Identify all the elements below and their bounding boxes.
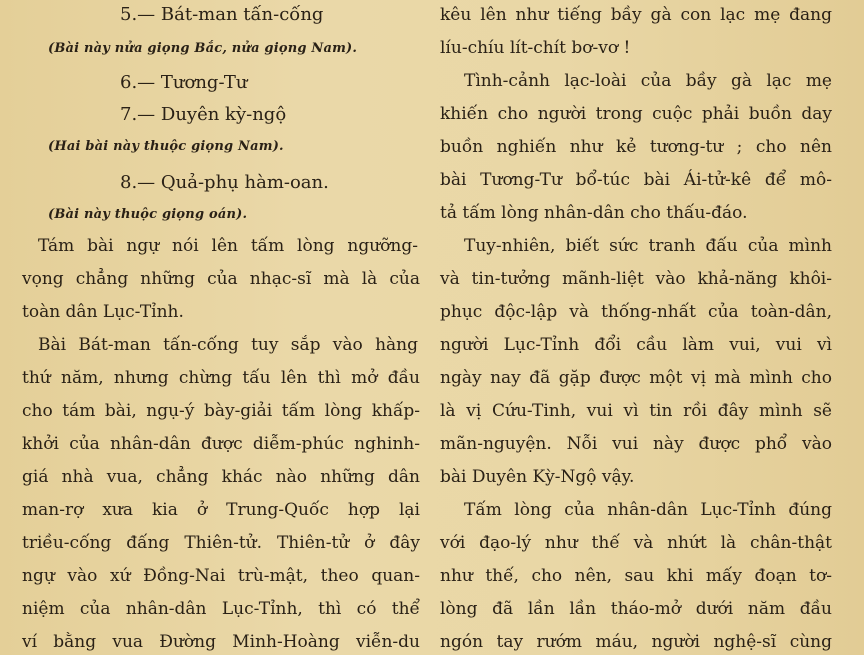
paragraph-line: và tin-tưởng mãnh-liệt vào khả-năng khôi-: [440, 269, 832, 289]
paragraph-line: ngự vào xứ Đồng-Nai trù-mật, theo quan-: [22, 566, 420, 586]
paragraph-line: Tấm lòng của nhân-dân Lục-Tỉnh đúng: [464, 500, 832, 520]
paragraph-line: người Lục-Tỉnh đổi cầu làm vui, vui vì: [440, 335, 832, 355]
paragraph-line: giá nhà vua, chẳng khác nào những dân: [22, 467, 420, 487]
paragraph-line: là vị Cứu-Tinh, vui vì tin rồi đây mình sẽ: [440, 401, 832, 421]
paragraph-line: ví bằng vua Đường Minh-Hoàng viễn-du: [22, 632, 420, 652]
paragraph-line: phục độc-lập và thống-nhất của toàn-dân,: [440, 302, 832, 322]
song-note: (Bài này thuộc giọng oán).: [48, 207, 248, 222]
paragraph-line: ngón tay rướm máu, người nghệ-sĩ cùng: [440, 632, 832, 652]
paragraph-line: bài Duyên Kỳ-Ngộ vậy.: [440, 467, 635, 487]
paragraph-line: như thế, cho nên, sau khi mấy đoạn tơ-: [440, 566, 832, 586]
paragraph-line: lòng đã lần lần tháo-mở dưới năm đầu: [440, 599, 832, 619]
paragraph-line: niệm của nhân-dân Lục-Tỉnh, thì có thể: [22, 599, 420, 619]
paragraph-line: bài Tương-Tư bổ-túc bài Ái-tử-kê để mô-: [440, 170, 832, 190]
paragraph-line: líu-chíu lít-chít bơ-vơ !: [440, 38, 631, 58]
paragraph-line: man-rợ xưa kia ở Trung-Quốc hợp lại: [22, 500, 420, 520]
paragraph-line: Tuy-nhiên, biết sức tranh đấu của mình: [464, 236, 832, 256]
song-item-8: 8.— Quả-phụ hàm-oan.: [120, 172, 329, 193]
paragraph-line: vọng chẳng những của nhạc-sĩ mà là của: [22, 269, 420, 289]
paragraph-line: khởi của nhân-dân được diễm-phúc nghinh-: [22, 434, 420, 454]
song-item-6: 6.— Tương-Tư: [120, 72, 248, 93]
paragraph-line: kêu lên như tiếng bầy gà con lạc mẹ đang: [440, 5, 832, 25]
paragraph-line: tả tấm lòng nhân-dân cho thấu-đáo.: [440, 203, 748, 223]
song-item-7: 7.— Duyên kỳ-ngộ: [120, 104, 287, 125]
paragraph-line: khiến cho người trong cuộc phải buồn day: [440, 104, 832, 124]
song-note: (Hai bài này thuộc giọng Nam).: [48, 139, 284, 154]
paragraph-line: triều-cống đấng Thiên-tử. Thiên-tử ở đây: [22, 533, 420, 553]
paragraph-line: mãn-nguyện. Nỗi vui này được phổ vào: [440, 434, 832, 454]
paragraph-line: thứ năm, nhưng chừng tấu lên thì mở đầu: [22, 368, 420, 388]
paragraph-line: với đạo-lý như thế và nhứt là chân-thật: [440, 533, 832, 553]
paragraph-line: Tình-cảnh lạc-loài của bầy gà lạc mẹ: [464, 71, 832, 91]
paragraph-line: ngày nay đã gặp được một vị mà mình cho: [440, 368, 832, 388]
paragraph-line: Bài Bát-man tấn-cống tuy sắp vào hàng: [38, 335, 418, 355]
paragraph-line: Tám bài ngự nói lên tấm lòng ngưỡng-: [38, 236, 418, 256]
song-note: (Bài này nửa giọng Bắc, nửa giọng Nam).: [48, 41, 358, 56]
song-item-5: 5.— Bát-man tấn-cống: [120, 4, 324, 25]
paragraph-line: cho tám bài, ngụ-ý bày-giải tấm lòng khấp-: [22, 401, 420, 421]
paragraph-line: toàn dân Lục-Tỉnh.: [22, 302, 184, 322]
paragraph-line: buồn nghiến như kẻ tương-tư ; cho nên: [440, 137, 832, 157]
